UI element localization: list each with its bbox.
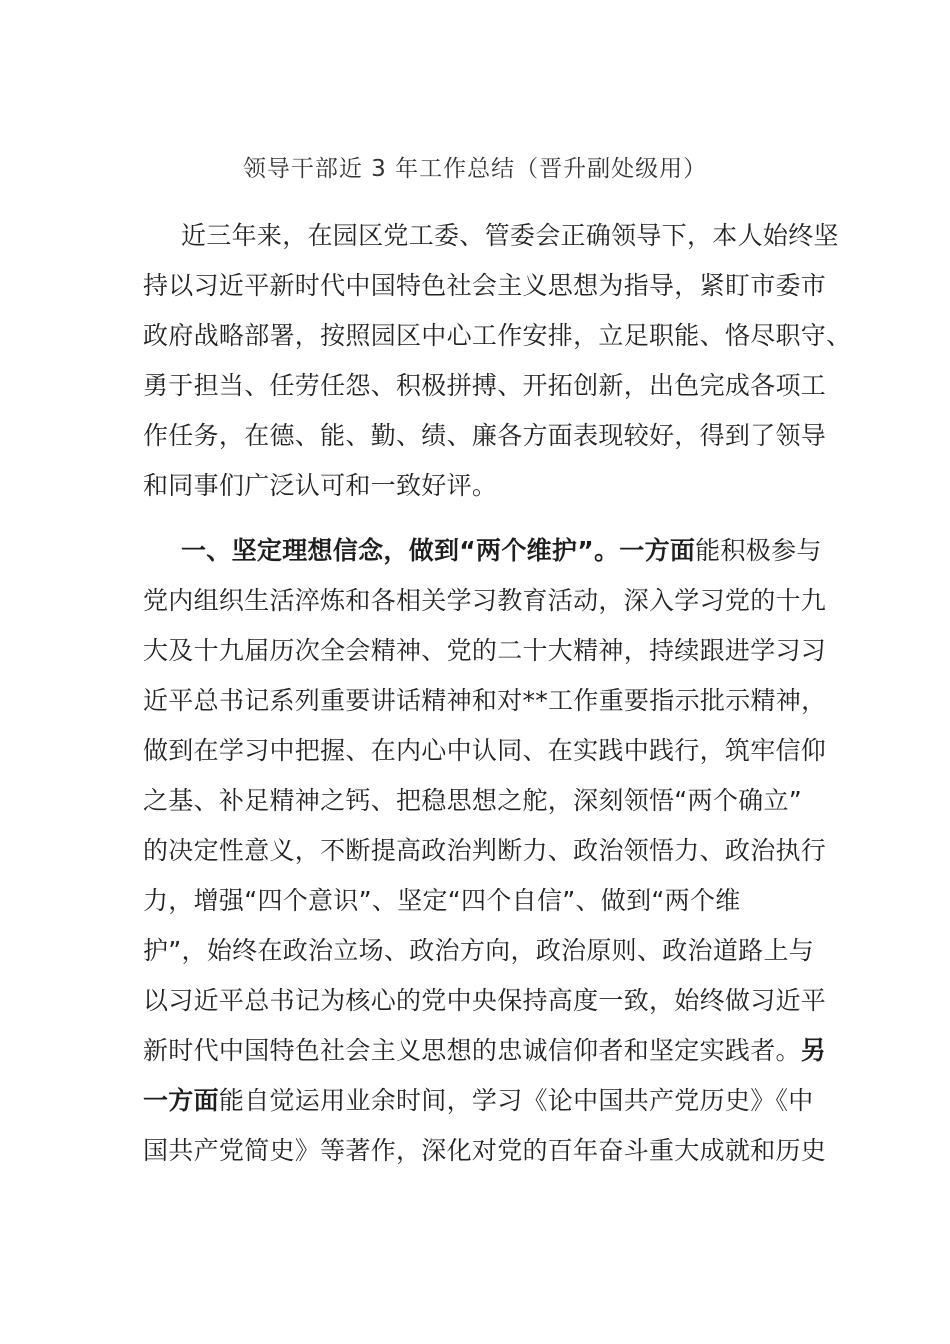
text-line: 勇于担当、任劳任怨、积极拼搏、开拓创新，出色完成各项工 bbox=[143, 371, 827, 400]
text-run: 新时代中国特色社会主义思想的忠诚信仰者和坚定实践者。 bbox=[143, 1036, 801, 1065]
text-line: 国共产党简史》等著作，深化对党的百年奋斗重大成就和历史 bbox=[143, 1136, 827, 1165]
lead-phrase: 另 bbox=[800, 1036, 827, 1065]
text-line: 做到在学习中把握、在内心中认同、在实践中践行，筑牢信仰 bbox=[143, 736, 827, 765]
text-line: 党内组织生活淬炼和各相关学习教育活动，深入学习党的十九 bbox=[143, 586, 827, 615]
text-line bbox=[143, 1076, 813, 1126]
document-title: 领导干部近 3 年工作总结（晋升副处级用） bbox=[242, 156, 708, 182]
text-line: 近平总书记系列重要讲话精神和对**工作重要指示批示精神， bbox=[143, 686, 827, 715]
text-line: 和同事们广泛认可和一致好评。 bbox=[143, 471, 498, 500]
lead-phrase: 一方面 bbox=[143, 1086, 219, 1115]
text-line bbox=[143, 1026, 827, 1076]
lead-phrase: 一方面 bbox=[619, 536, 696, 565]
text-line: 之基、补足精神之钙、把稳思想之舵，深刻领悟“两个确立” bbox=[143, 786, 803, 815]
text-line: 作任务，在德、能、勤、绩、廉各方面表现较好，得到了领导 bbox=[143, 421, 827, 450]
text-line: 近三年来，在园区党工委、管委会正确领导下，本人始终坚 bbox=[181, 221, 839, 250]
text-run: 能自觉运用业余时间，学习《论中国共产党历史》《中 bbox=[218, 1086, 814, 1115]
text-line: 大及十九届历次全会精神、党的二十大精神，持续跟进学习习 bbox=[143, 636, 827, 665]
document-body bbox=[143, 211, 852, 1176]
text-line: 力，增强“四个意识”、坚定“四个自信”、做到“两个维 bbox=[143, 886, 741, 915]
intro-paragraph bbox=[143, 211, 852, 511]
section-heading: 一、坚定理想信念，做到“两个维护”。 bbox=[181, 536, 620, 565]
text-line bbox=[143, 526, 822, 576]
text-line: 的决定性意义，不断提高政治判断力、政治领悟力、政治执行 bbox=[143, 836, 827, 865]
text-line: 政府战略部署，按照园区中心工作安排，立足职能、恪尽职守、 bbox=[143, 321, 852, 350]
text-line: 持以习近平新时代中国特色社会主义思想为指导，紧盯市委市 bbox=[143, 271, 827, 300]
text-line: 护”，始终在政治立场、政治方向，政治原则、政治道路上与 bbox=[143, 936, 815, 965]
section-1-paragraph bbox=[143, 526, 827, 1176]
text-run: 能积极参与 bbox=[695, 536, 822, 565]
paragraph-gap bbox=[143, 511, 813, 526]
text-line: 以习近平总书记为核心的党中央保持高度一致，始终做习近平 bbox=[143, 986, 827, 1015]
